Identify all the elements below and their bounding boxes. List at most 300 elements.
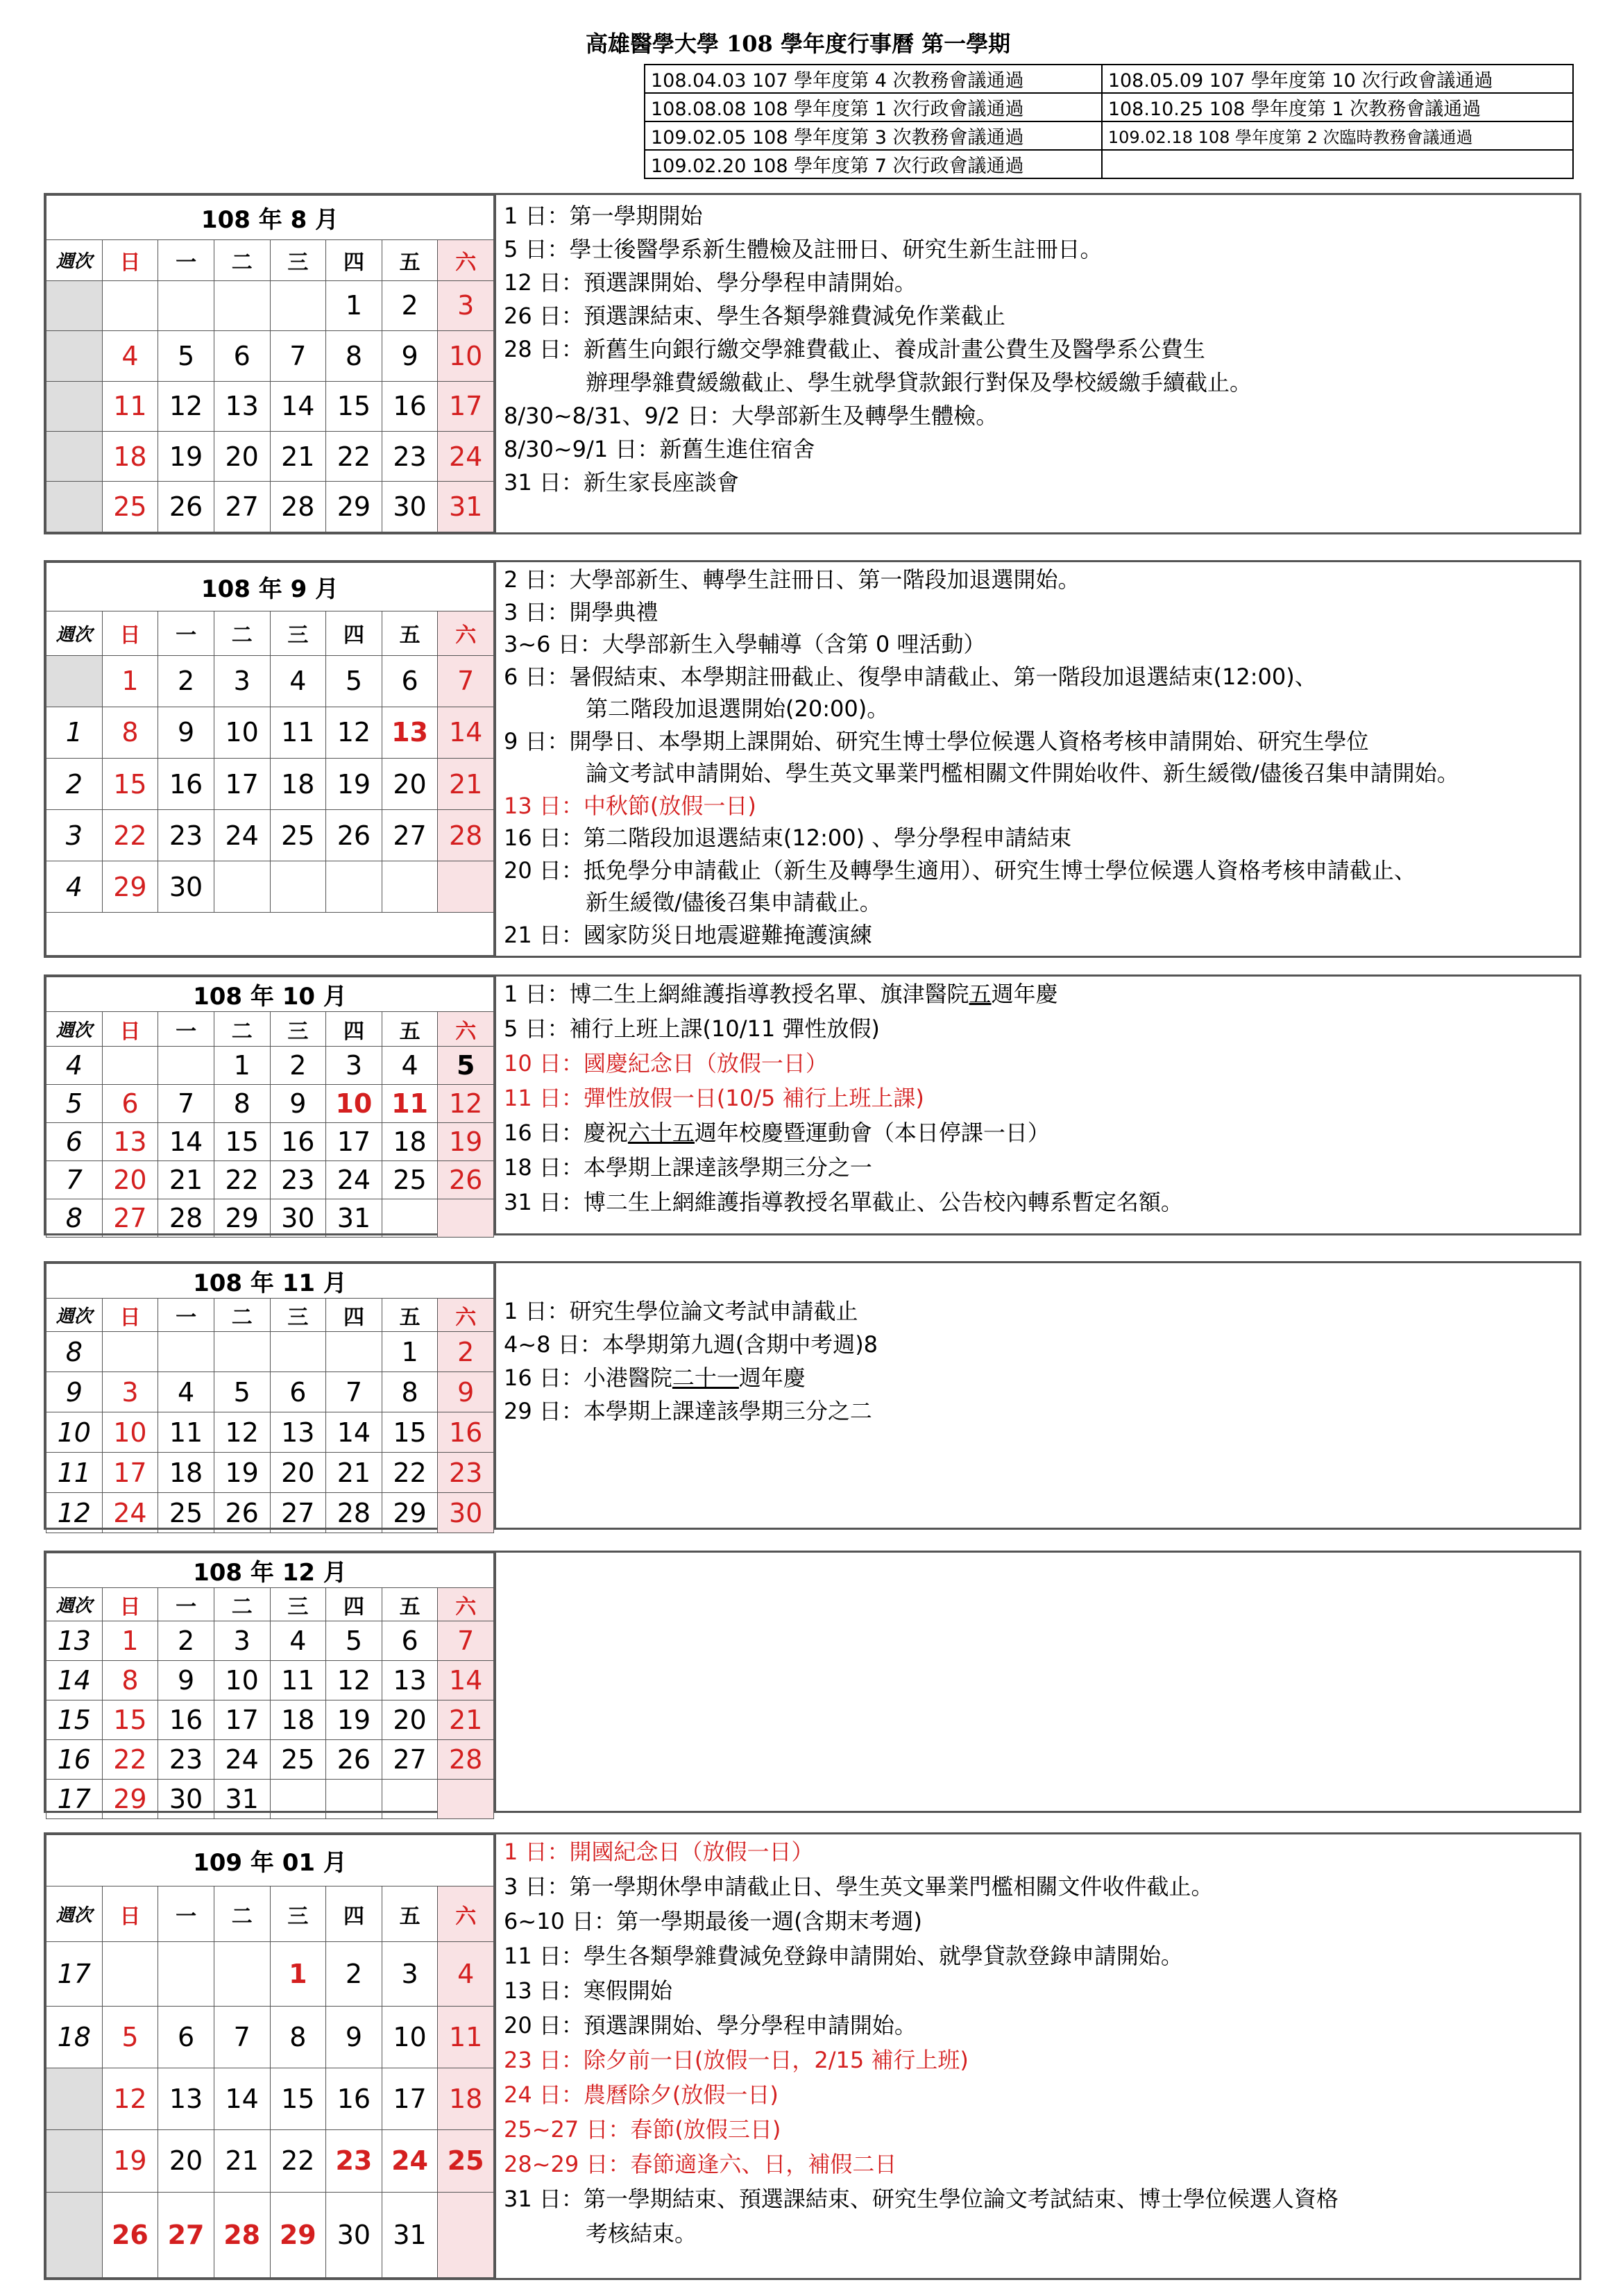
week-label: 週次 [46, 1588, 103, 1621]
calendar-day: 3 [326, 1047, 382, 1085]
event-line: 11 日：學生各類學雜費減免登錄申請開始、就學貸款登錄申請開始。 [504, 1943, 1183, 1969]
month-block [44, 193, 1581, 534]
weekday-header: 一 [158, 1012, 214, 1047]
calendar-day [158, 1332, 214, 1372]
calendar-day: 21 [214, 2130, 270, 2192]
calendar-day: 21 [326, 1453, 382, 1493]
week-label: 週次 [46, 1299, 103, 1332]
calendar-day: 11 [102, 381, 158, 431]
calendar-day: 12 [326, 707, 382, 758]
event-line: 8/30~9/1 日：新舊生進住宿舍 [504, 436, 815, 462]
calendar-day: 31 [214, 1780, 270, 1819]
calendar-day: 12 [438, 1085, 494, 1123]
week-number [46, 655, 103, 707]
month-title: 108 年 12 月 [46, 1553, 494, 1588]
calendar-day: 17 [214, 1700, 270, 1740]
calendar-day: 10 [382, 2006, 438, 2068]
event-line [504, 1185, 1574, 1219]
calendar-day: 17 [438, 381, 494, 431]
week-number: 17 [46, 1780, 103, 1819]
calendar-day [326, 1780, 382, 1819]
calendar-day: 1 [270, 1942, 326, 2007]
calendar-day: 28 [270, 482, 326, 532]
calendar-day: 8 [270, 2006, 326, 2068]
calendar-day: 26 [326, 810, 382, 861]
calendar-day [214, 280, 270, 330]
event-line: 13 日：中秋節(放假一日) [504, 792, 756, 819]
calendar-day [102, 280, 158, 330]
calendar-day: 28 [326, 1493, 382, 1533]
month-block [44, 1832, 1581, 2280]
week-number [46, 331, 103, 381]
calendar-day: 16 [158, 1700, 214, 1740]
event-line [504, 1081, 1574, 1115]
calendar-day: 5 [326, 1621, 382, 1661]
weekday-header: 二 [214, 1886, 270, 1942]
calendar-day: 9 [438, 1372, 494, 1412]
calendar-day: 2 [438, 1332, 494, 1372]
calendar-day: 11 [270, 1661, 326, 1700]
week-number [46, 482, 103, 532]
event-text: 31 日：博二生上網維護指導教授名單截止、公告校內轉系暫定名額。 [504, 1189, 1183, 1215]
calendar-day: 7 [214, 2006, 270, 2068]
event-line: 31 日：第一學期結束、預選課結束、研究生學位論文考試結束、博士學位候選人資格 [504, 2186, 1339, 2212]
calendar-day: 4 [270, 655, 326, 707]
calendar-day: 12 [158, 381, 214, 431]
week-number: 14 [46, 1661, 103, 1700]
calendar-day: 18 [270, 1700, 326, 1740]
weekday-header: 一 [158, 611, 214, 655]
calendar-day: 27 [102, 1199, 158, 1238]
event-line: 9 日：開學日、本學期上課開始、研究生博士學位候選人資格考核申請開始、研究生學位 [504, 727, 1369, 754]
week-number: 4 [46, 861, 103, 913]
calendar-day: 29 [214, 1199, 270, 1238]
weekday-header: 四 [326, 1886, 382, 1942]
event-text: 11 日：彈性放假一日(10/5 補行上班上課) [504, 1085, 924, 1111]
calendar-day: 11 [158, 1412, 214, 1453]
calendar-day: 23 [382, 431, 438, 481]
calendar-day: 27 [158, 2192, 214, 2277]
calendar-day: 18 [270, 758, 326, 809]
week-number: 12 [46, 1493, 103, 1533]
calendar-day: 6 [158, 2006, 214, 2068]
calendar-day: 21 [158, 1161, 214, 1199]
month-block [44, 560, 1581, 958]
calendar-day: 6 [214, 331, 270, 381]
week-number: 10 [46, 1412, 103, 1453]
calendar-day: 14 [326, 1412, 382, 1453]
calendar-day [158, 1942, 214, 2007]
event-line: 21 日：國家防災日地震避難掩護演練 [504, 921, 872, 948]
weekday-header: 一 [158, 239, 214, 280]
month-calendar [46, 562, 496, 956]
calendar-day: 22 [214, 1161, 270, 1199]
calendar-day: 29 [102, 1780, 158, 1819]
week-label: 週次 [46, 1012, 103, 1047]
week-number: 6 [46, 1123, 103, 1161]
weekday-header: 一 [158, 1588, 214, 1621]
calendar-day: 23 [158, 810, 214, 861]
calendar-day: 6 [382, 655, 438, 707]
calendar-day: 3 [214, 1621, 270, 1661]
calendar-day: 3 [102, 1372, 158, 1412]
event-line: 3 日：開學典禮 [504, 598, 658, 625]
weekday-header: 二 [214, 1012, 270, 1047]
calendar-day: 18 [382, 1123, 438, 1161]
weekday-header: 日 [102, 611, 158, 655]
month-block [44, 1261, 1581, 1530]
calendar-day: 25 [270, 810, 326, 861]
calendar-day: 23 [438, 1453, 494, 1493]
calendar-day: 11 [270, 707, 326, 758]
calendar-day: 1 [214, 1047, 270, 1085]
month-calendar [46, 1834, 496, 2278]
weekday-header: 二 [214, 1588, 270, 1621]
calendar-day [270, 1332, 326, 1372]
page-title: 高雄醫學大學 108 學年度行事曆 第一學期 [585, 31, 1011, 57]
event-text: 1 日：博二生上網維護指導教授名單、旗津醫院 [504, 981, 969, 1007]
calendar-day: 21 [438, 758, 494, 809]
calendar-day: 23 [158, 1740, 214, 1780]
calendar-day: 19 [438, 1123, 494, 1161]
calendar-day: 8 [102, 1661, 158, 1700]
calendar-day: 20 [102, 1161, 158, 1199]
event-line: 26 日：預選課結束、學生各類學雜費減免作業截止 [504, 303, 1005, 329]
week-number [46, 2068, 103, 2129]
calendar-day: 13 [102, 1123, 158, 1161]
calendar-day: 16 [326, 2068, 382, 2129]
calendar-day: 14 [270, 381, 326, 431]
calendar-day: 31 [438, 482, 494, 532]
calendar-day: 2 [158, 1621, 214, 1661]
weekday-header: 三 [270, 239, 326, 280]
calendar-day: 21 [270, 431, 326, 481]
calendar-day [214, 861, 270, 913]
event-line: 6 日：暑假結束、本學期註冊截止、復學申請截止、第一階段加退選結束(12:00)、 [504, 663, 1317, 690]
week-number: 18 [46, 2006, 103, 2068]
event-line: 1 日：第一學期開始 [504, 203, 703, 229]
calendar-day: 19 [326, 758, 382, 809]
week-number: 11 [46, 1453, 103, 1493]
event-line: 16 日：第二階段加退選結束(12:00) 、學分學程申請結束 [504, 825, 1072, 851]
calendar-day: 7 [438, 655, 494, 707]
calendar-spacer [46, 913, 494, 956]
approval-record: 108.08.08 108 學年度第 1 次行政會議通過 [645, 93, 1102, 121]
event-line: 3~6 日：大學部新生入學輔導（含第 0 哩活動） [504, 631, 986, 657]
calendar-day: 14 [214, 2068, 270, 2129]
calendar-day: 6 [382, 1621, 438, 1661]
calendar-day [438, 1199, 494, 1238]
calendar-day: 12 [214, 1412, 270, 1453]
calendar-day: 30 [158, 1780, 214, 1819]
month-events [504, 199, 1574, 528]
calendar-day: 3 [382, 1942, 438, 2007]
event-text: 29 日：本學期上課達該學期三分之二 [504, 1398, 872, 1424]
event-line [504, 1115, 1574, 1150]
calendar-day: 10 [438, 331, 494, 381]
calendar-day [270, 861, 326, 913]
month-events [504, 1294, 1574, 1523]
calendar-day: 13 [270, 1412, 326, 1453]
event-text: 18 日：本學期上課達該學期三分之一 [504, 1154, 872, 1181]
calendar-day: 28 [438, 810, 494, 861]
weekday-header: 四 [326, 1588, 382, 1621]
weekday-header: 六 [438, 1886, 494, 1942]
weekday-header: 五 [382, 611, 438, 655]
calendar-day: 5 [438, 1047, 494, 1085]
calendar-day: 28 [214, 2192, 270, 2277]
week-number: 3 [46, 810, 103, 861]
calendar-day: 31 [326, 1199, 382, 1238]
calendar-day [326, 1332, 382, 1372]
week-number [46, 2130, 103, 2192]
calendar-day: 19 [102, 2130, 158, 2192]
month-calendar [46, 195, 496, 532]
calendar-day: 9 [270, 1085, 326, 1123]
event-line: 5 日：學士後醫學系新生體檢及註冊日、研究生新生註冊日。 [504, 236, 1103, 262]
weekday-header: 日 [102, 1588, 158, 1621]
event-text: 5 日：補行上班上課(10/11 彈性放假) [504, 1015, 880, 1042]
month-events [504, 977, 1574, 1229]
event-text: 1 日：研究生學位論文考試申請截止 [504, 1298, 858, 1324]
weekday-header: 日 [102, 1886, 158, 1942]
event-line: 第二階段加退選開始(20:00)。 [586, 695, 890, 722]
week-number [46, 2192, 103, 2277]
weekday-header: 日 [102, 1299, 158, 1332]
calendar-day [214, 1332, 270, 1372]
event-line [504, 1046, 1574, 1081]
approval-record: 109.02.05 108 學年度第 3 次教務會議通過 [645, 121, 1102, 150]
calendar-day [382, 861, 438, 913]
event-text: 16 日：慶祝 [504, 1120, 628, 1146]
weekday-header: 四 [326, 1299, 382, 1332]
event-line [504, 1328, 1574, 1361]
calendar-day: 10 [214, 1661, 270, 1700]
event-line: 13 日：寒假開始 [504, 1977, 672, 2004]
weekday-header: 六 [438, 1012, 494, 1047]
calendar-day: 28 [158, 1199, 214, 1238]
weekday-header: 五 [382, 1012, 438, 1047]
calendar-day: 19 [214, 1453, 270, 1493]
calendar-day: 22 [102, 1740, 158, 1780]
event-line [504, 1294, 1574, 1328]
weekday-header: 六 [438, 1299, 494, 1332]
calendar-day: 13 [214, 381, 270, 431]
calendar-day: 24 [382, 2130, 438, 2192]
calendar-day: 16 [270, 1123, 326, 1161]
week-number [46, 381, 103, 431]
weekday-header: 三 [270, 1886, 326, 1942]
calendar-day: 6 [102, 1085, 158, 1123]
calendar-day: 10 [102, 1412, 158, 1453]
calendar-day: 3 [438, 280, 494, 330]
calendar-day: 22 [382, 1453, 438, 1493]
month-events [504, 1834, 1574, 2274]
calendar-day: 5 [158, 331, 214, 381]
calendar-day: 20 [214, 431, 270, 481]
calendar-day: 30 [270, 1199, 326, 1238]
week-number: 1 [46, 707, 103, 758]
event-line: 考核結束。 [586, 2220, 697, 2247]
calendar-day: 25 [270, 1740, 326, 1780]
event-text: 週年慶 [738, 1365, 806, 1391]
month-title: 108 年 8 月 [46, 196, 494, 240]
calendar-day: 30 [158, 861, 214, 913]
calendar-day: 8 [214, 1085, 270, 1123]
calendar-day: 13 [158, 2068, 214, 2129]
event-line: 12 日：預選課開始、學分學程申請開始。 [504, 269, 917, 296]
month-block [44, 974, 1581, 1235]
calendar-day: 1 [382, 1332, 438, 1372]
event-line [504, 977, 1574, 1011]
calendar-day: 28 [438, 1740, 494, 1780]
calendar-day: 27 [382, 810, 438, 861]
week-number: 16 [46, 1740, 103, 1780]
event-line: 8/30~8/31、9/2 日：大學部新生及轉學生體檢。 [504, 403, 999, 429]
calendar-day: 24 [102, 1493, 158, 1533]
event-text: 10 日：國慶紀念日（放假一日） [504, 1050, 828, 1077]
weekday-header: 五 [382, 1299, 438, 1332]
event-line: 31 日：新生家長座談會 [504, 469, 739, 496]
event-line [504, 1361, 1574, 1394]
calendar-day: 29 [326, 482, 382, 532]
event-line: 28 日：新舊生向銀行繳交學雜費截止、養成計畫公費生及醫學系公費生 [504, 336, 1205, 362]
calendar-day: 7 [270, 331, 326, 381]
calendar-day: 26 [102, 2192, 158, 2277]
calendar-day: 13 [382, 707, 438, 758]
calendar-day: 14 [438, 1661, 494, 1700]
month-title: 108 年 11 月 [46, 1264, 494, 1299]
calendar-day: 18 [102, 431, 158, 481]
calendar-day: 18 [438, 2068, 494, 2129]
week-number: 15 [46, 1700, 103, 1740]
week-number: 17 [46, 1942, 103, 2007]
calendar-day [158, 280, 214, 330]
calendar-day: 12 [326, 1661, 382, 1700]
calendar-day: 12 [102, 2068, 158, 2129]
month-events [504, 1553, 1574, 1807]
weekday-header: 五 [382, 1886, 438, 1942]
event-text: 4~8 日：本學期第九週(含期中考週)8 [504, 1331, 878, 1358]
calendar-day: 7 [158, 1085, 214, 1123]
calendar-day: 26 [438, 1161, 494, 1199]
calendar-day: 29 [270, 2192, 326, 2277]
event-line: 25~27 日：春節(放假三日) [504, 2116, 781, 2143]
calendar-day: 4 [158, 1372, 214, 1412]
calendar-day: 4 [102, 331, 158, 381]
calendar-day: 17 [214, 758, 270, 809]
calendar-day: 5 [214, 1372, 270, 1412]
calendar-day: 3 [214, 655, 270, 707]
calendar-day: 24 [326, 1161, 382, 1199]
calendar-day: 9 [158, 707, 214, 758]
calendar-day: 25 [382, 1161, 438, 1199]
calendar-day: 24 [214, 810, 270, 861]
calendar-day: 30 [438, 1493, 494, 1533]
calendar-day: 23 [326, 2130, 382, 2192]
calendar-day: 2 [158, 655, 214, 707]
calendar-day [382, 1199, 438, 1238]
calendar-day: 1 [326, 280, 382, 330]
calendar-day: 17 [382, 2068, 438, 2129]
calendar-day: 11 [382, 1085, 438, 1123]
calendar-day: 25 [158, 1493, 214, 1533]
calendar-day: 2 [270, 1047, 326, 1085]
calendar-day: 27 [214, 482, 270, 532]
week-number: 2 [46, 758, 103, 809]
event-line: 論文考試申請開始、學生英文畢業門檻相關文件開始收件、新生緩徵/儘後召集申請開始。 [586, 760, 1459, 786]
approval-records [644, 64, 1574, 179]
calendar-day [102, 1047, 158, 1085]
calendar-day [326, 861, 382, 913]
calendar-day: 31 [382, 2192, 438, 2277]
calendar-day: 9 [326, 2006, 382, 2068]
event-line [504, 1011, 1574, 1046]
calendar-day: 19 [158, 431, 214, 481]
calendar-day: 15 [214, 1123, 270, 1161]
calendar-day: 17 [102, 1453, 158, 1493]
calendar-day: 7 [326, 1372, 382, 1412]
calendar-day: 24 [438, 431, 494, 481]
calendar-day: 26 [326, 1740, 382, 1780]
calendar-day [270, 1780, 326, 1819]
weekday-header: 一 [158, 1299, 214, 1332]
week-number [46, 431, 103, 481]
event-line: 1 日：開國紀念日（放假一日） [504, 1839, 814, 1865]
calendar-day: 4 [382, 1047, 438, 1085]
calendar-day: 16 [158, 758, 214, 809]
event-underlined-text: 六十五 [627, 1120, 695, 1146]
calendar-day: 20 [382, 1700, 438, 1740]
month-calendar [46, 977, 496, 1233]
calendar-day: 5 [102, 2006, 158, 2068]
calendar-day: 15 [326, 381, 382, 431]
weekday-header: 日 [102, 1012, 158, 1047]
week-number: 4 [46, 1047, 103, 1085]
week-number: 7 [46, 1161, 103, 1199]
event-underlined-text: 二十一 [672, 1365, 739, 1391]
calendar-day: 24 [214, 1740, 270, 1780]
calendar-day: 9 [382, 331, 438, 381]
calendar-day: 14 [438, 707, 494, 758]
calendar-day [214, 1942, 270, 2007]
approval-record: 109.02.18 108 學年度第 2 次臨時教務會議通過 [1102, 121, 1573, 150]
calendar-day: 1 [102, 655, 158, 707]
weekday-header: 二 [214, 239, 270, 280]
weekday-header: 日 [102, 239, 158, 280]
approval-record-empty [1102, 150, 1573, 178]
event-line: 20 日：預選課開始、學分學程申請開始。 [504, 2012, 917, 2038]
approval-record: 108.05.09 107 學年度第 10 次行政會議通過 [1102, 65, 1573, 93]
event-line: 6~10 日：第一學期最後一週(含期末考週) [504, 1908, 923, 1934]
calendar-day: 5 [326, 655, 382, 707]
calendar-day: 21 [438, 1700, 494, 1740]
calendar-day: 30 [326, 2192, 382, 2277]
calendar-day: 22 [270, 2130, 326, 2192]
calendar-day: 4 [270, 1621, 326, 1661]
event-text: 週年慶 [991, 981, 1058, 1007]
weekday-header: 二 [214, 611, 270, 655]
weekday-header: 二 [214, 1299, 270, 1332]
calendar-day: 2 [326, 1942, 382, 2007]
calendar-day: 11 [438, 2006, 494, 2068]
week-label: 週次 [46, 239, 103, 280]
weekday-header: 四 [326, 1012, 382, 1047]
event-underlined-text: 五 [969, 981, 992, 1007]
calendar-day: 23 [270, 1161, 326, 1199]
calendar-day [102, 1942, 158, 2007]
calendar-day [438, 1780, 494, 1819]
